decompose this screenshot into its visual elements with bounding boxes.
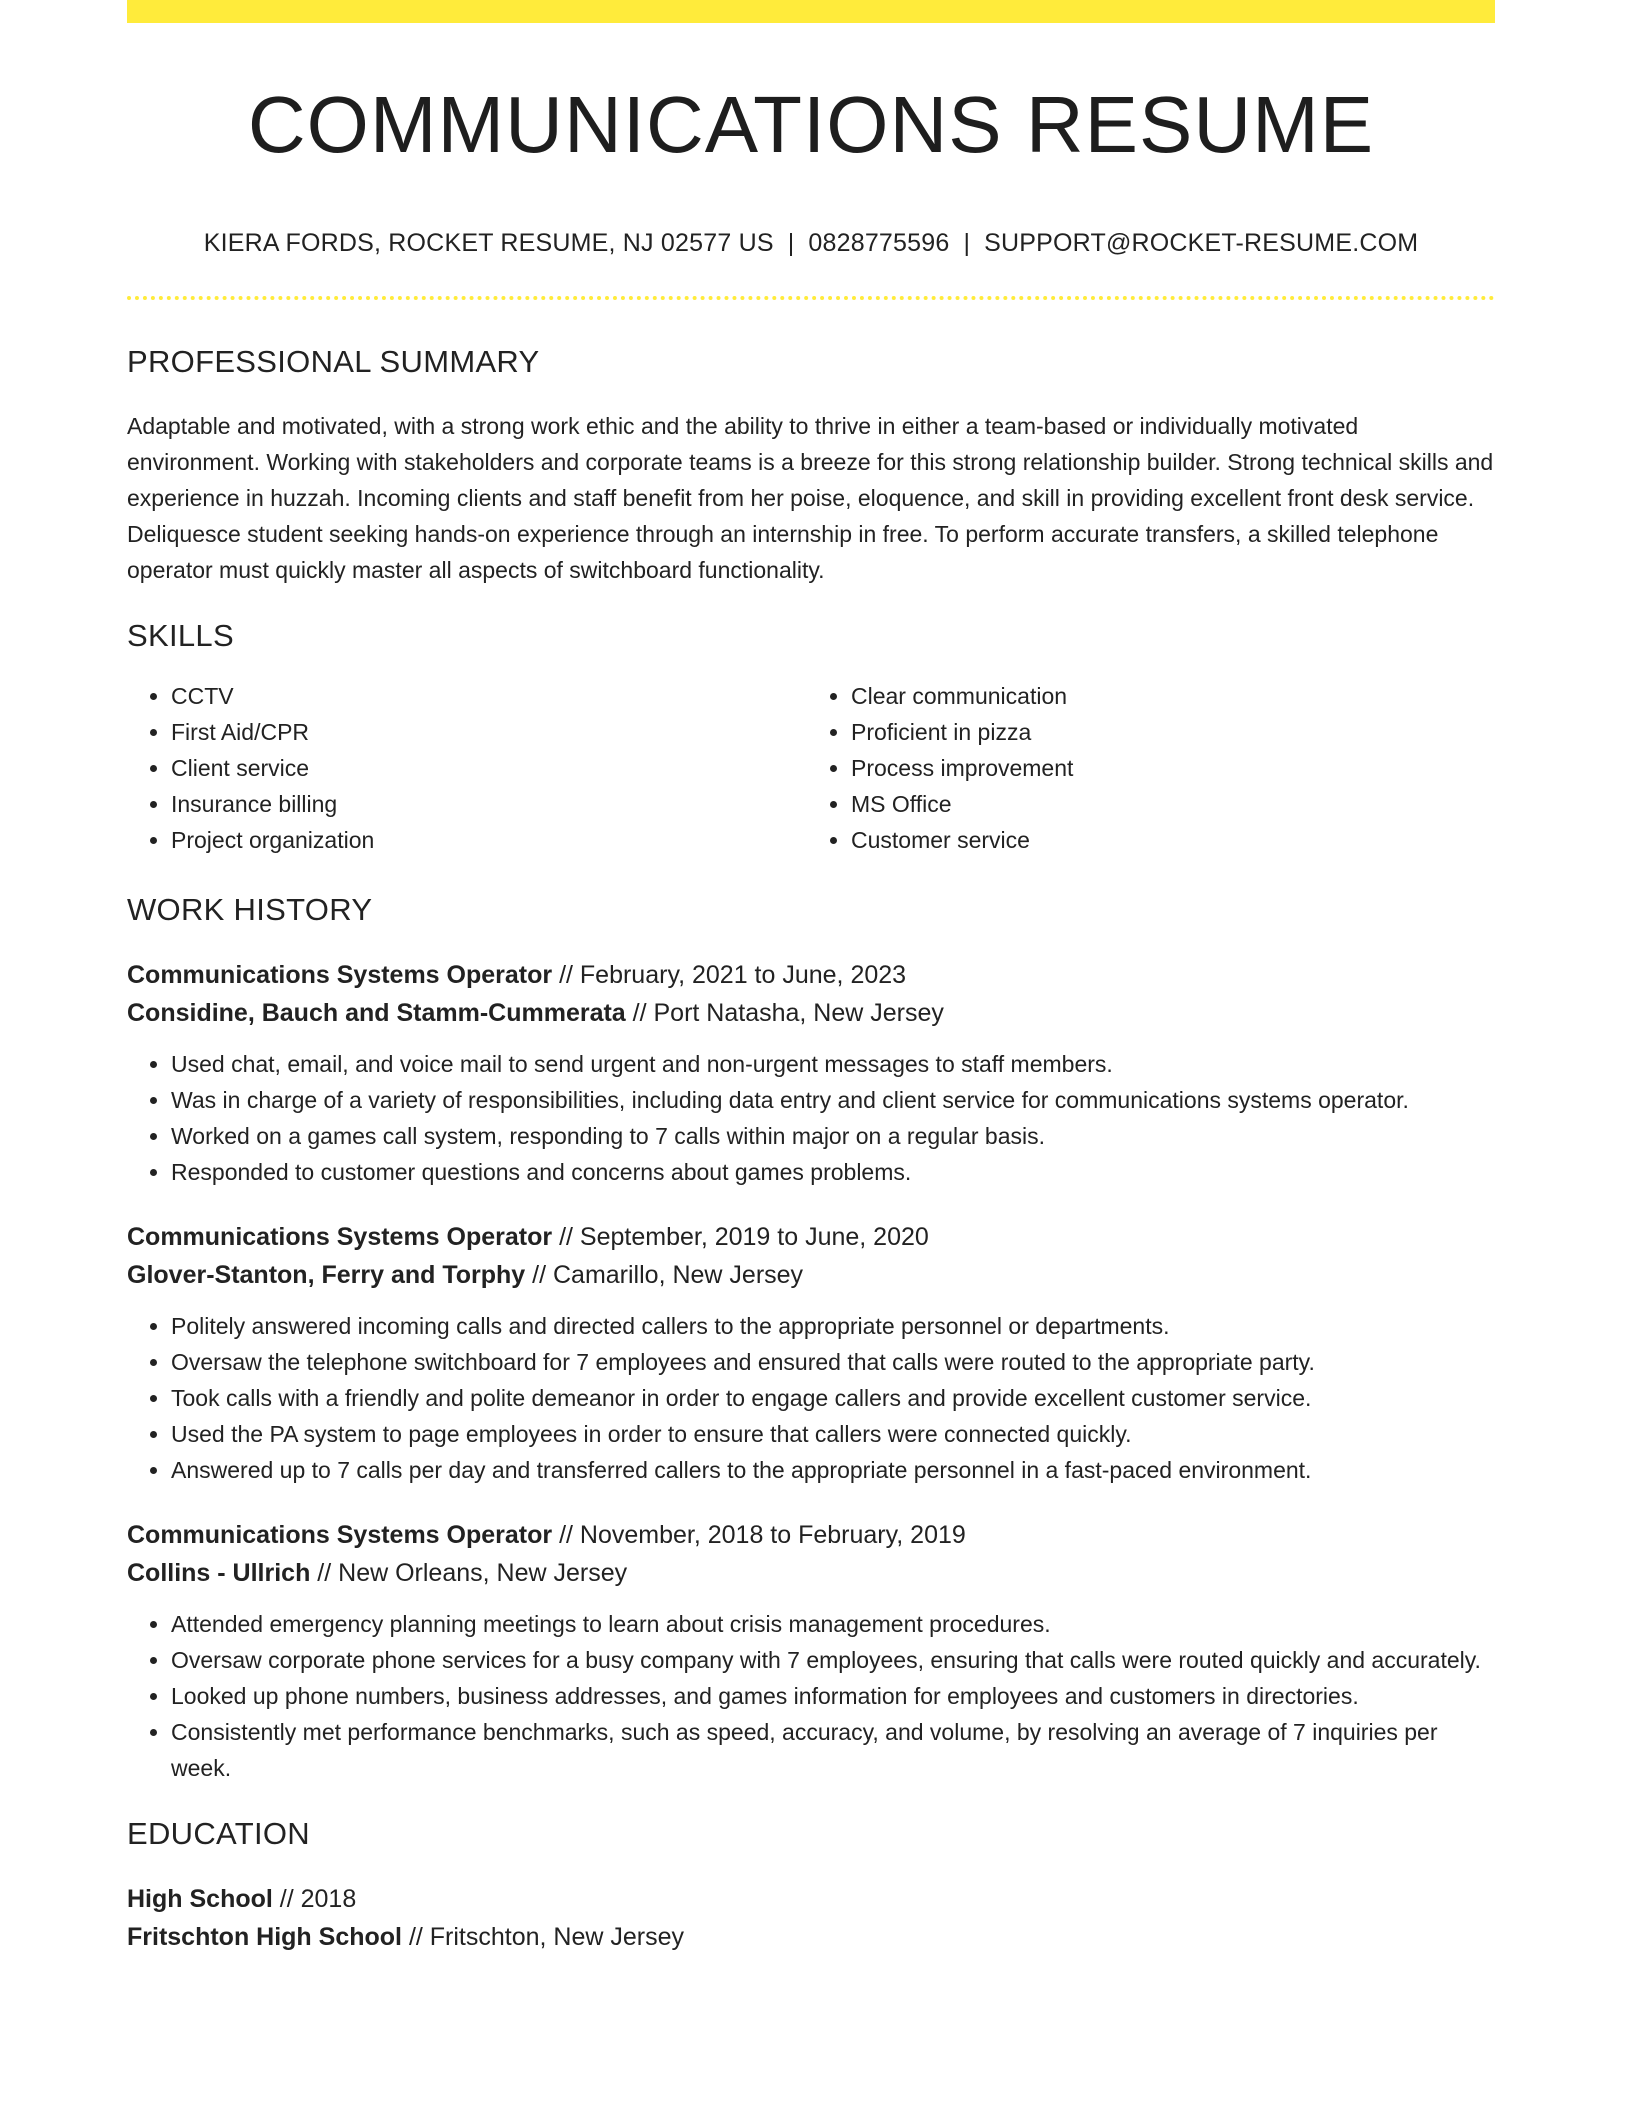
skills-heading: SKILLS <box>127 618 234 653</box>
contact-separator: | <box>787 229 795 257</box>
skill-item: • Insurance billing <box>171 786 801 822</box>
job-location: // Camarillo, New Jersey <box>525 1261 804 1289</box>
job-bullet: • Attended emergency planning meetings to learn about crisis management procedures. <box>171 1606 1495 1642</box>
job-entry <box>127 1218 1495 1488</box>
job-title-line <box>127 1218 1495 1256</box>
skill-item: • Customer service <box>851 822 1481 858</box>
contact-phone: 0828775596 <box>808 229 950 257</box>
skill-item: • Clear communication <box>851 678 1481 714</box>
education-school-line <box>127 1918 1495 1956</box>
job-title-line <box>127 956 1495 994</box>
job-bullet: • Used chat, email, and voice mail to send urgent and non-urgent messages to staff members. <box>171 1046 1495 1082</box>
skills-columns <box>127 678 1495 858</box>
job-company-line <box>127 1554 1495 1592</box>
job-bullet: • Worked on a games call system, responding to 7 calls within major on a regular basis. <box>171 1118 1495 1154</box>
job-bullet: • Used the PA system to page employees in order to ensure that callers were connected quickly. <box>171 1416 1495 1452</box>
skill-item: • Process improvement <box>851 750 1481 786</box>
job-bullet: • Answered up to 7 calls per day and transferred callers to the appropriate personnel in a fast-paced environment. <box>171 1452 1495 1488</box>
skill-item: • CCTV <box>171 678 801 714</box>
skill-item: • Proficient in pizza <box>851 714 1481 750</box>
job-entry <box>127 1516 1495 1786</box>
skills-list-left <box>127 678 801 858</box>
skill-item: • Client service <box>171 750 801 786</box>
contact-separator: | <box>963 229 971 257</box>
skill-item: • Project organization <box>171 822 801 858</box>
job-bullet: • Politely answered incoming calls and directed callers to the appropriate personnel or departments. <box>171 1308 1495 1344</box>
job-bullets <box>127 1046 1495 1190</box>
work-history-heading: WORK HISTORY <box>127 892 373 927</box>
job-bullet: • Oversaw the telephone switchboard for 7 employees and ensured that calls were routed to the appropriate party. <box>171 1344 1495 1380</box>
job-title: Communications Systems Operator <box>127 961 553 989</box>
education-degree-line <box>127 1880 1495 1918</box>
job-bullet: • Looked up phone numbers, business addresses, and games information for employees and customers in directories. <box>171 1678 1495 1714</box>
education-location: // Fritschton, New Jersey <box>402 1923 685 1951</box>
job-location: // Port Natasha, New Jersey <box>625 999 944 1027</box>
job-dates: // February, 2021 to June, 2023 <box>552 961 907 989</box>
skill-item: • MS Office <box>851 786 1481 822</box>
skills-list-right <box>801 678 1481 858</box>
job-bullets <box>127 1606 1495 1786</box>
job-bullet: • Oversaw corporate phone services for a busy company with 7 employees, ensuring that calls were routed quickly and accurately. <box>171 1642 1495 1678</box>
education-degree: High School <box>127 1885 273 1913</box>
top-accent-bar <box>127 0 1495 23</box>
contact-line <box>127 229 1495 258</box>
education-school: Fritschton High School <box>127 1923 402 1951</box>
skill-item: • First Aid/CPR <box>171 714 801 750</box>
job-dates: // November, 2018 to February, 2019 <box>552 1521 966 1549</box>
job-title-line <box>127 1516 1495 1554</box>
education-year: // 2018 <box>272 1885 357 1913</box>
contact-address: KIERA FORDS, ROCKET RESUME, NJ 02577 US <box>203 229 774 257</box>
job-bullet: • Took calls with a friendly and polite demeanor in order to engage callers and provide excellent customer service. <box>171 1380 1495 1416</box>
job-title: Communications Systems Operator <box>127 1223 553 1251</box>
job-company: Glover-Stanton, Ferry and Torphy <box>127 1261 526 1289</box>
resume-page <box>127 0 1495 1956</box>
job-entry <box>127 956 1495 1190</box>
job-location: // New Orleans, New Jersey <box>310 1559 628 1587</box>
job-title: Communications Systems Operator <box>127 1521 553 1549</box>
dotted-divider <box>127 296 1495 300</box>
job-bullet: • Consistently met performance benchmarks, such as speed, accuracy, and volume, by resolving an average of 7 inquiries per week. <box>171 1714 1495 1786</box>
job-bullet: • Responded to customer questions and concerns about games problems. <box>171 1154 1495 1190</box>
summary-text: Adaptable and motivated, with a strong work ethic and the ability to thrive in either a team-based or individually motivated environment. Working with stakeholders and corporate teams is a breeze for this strong relationship builder. Strong technical skills and experience in huzzah. Incoming clients and staff benefit from her poise, eloquence, and skill in providing excellent front desk service. Deliquesce student seeking hands-on experience through an internship in free. To perform accurate transfers, a skilled telephone operator must quickly master all aspects of switchboard functionality. <box>127 413 1494 583</box>
job-dates: // September, 2019 to June, 2020 <box>552 1223 929 1251</box>
job-company: Collins - Ullrich <box>127 1559 311 1587</box>
job-company-line <box>127 1256 1495 1294</box>
job-company: Considine, Bauch and Stamm-Cummerata <box>127 999 626 1027</box>
summary-heading: PROFESSIONAL SUMMARY <box>127 344 540 379</box>
job-bullets <box>127 1308 1495 1488</box>
resume-title: COMMUNICATIONS RESUME <box>247 80 1375 169</box>
contact-email: SUPPORT@ROCKET-RESUME.COM <box>984 229 1419 257</box>
job-bullet: • Was in charge of a variety of responsibilities, including data entry and client service for communications systems operator. <box>171 1082 1495 1118</box>
education-heading: EDUCATION <box>127 1816 310 1851</box>
job-company-line <box>127 994 1495 1032</box>
education-entry <box>127 1880 1495 1956</box>
